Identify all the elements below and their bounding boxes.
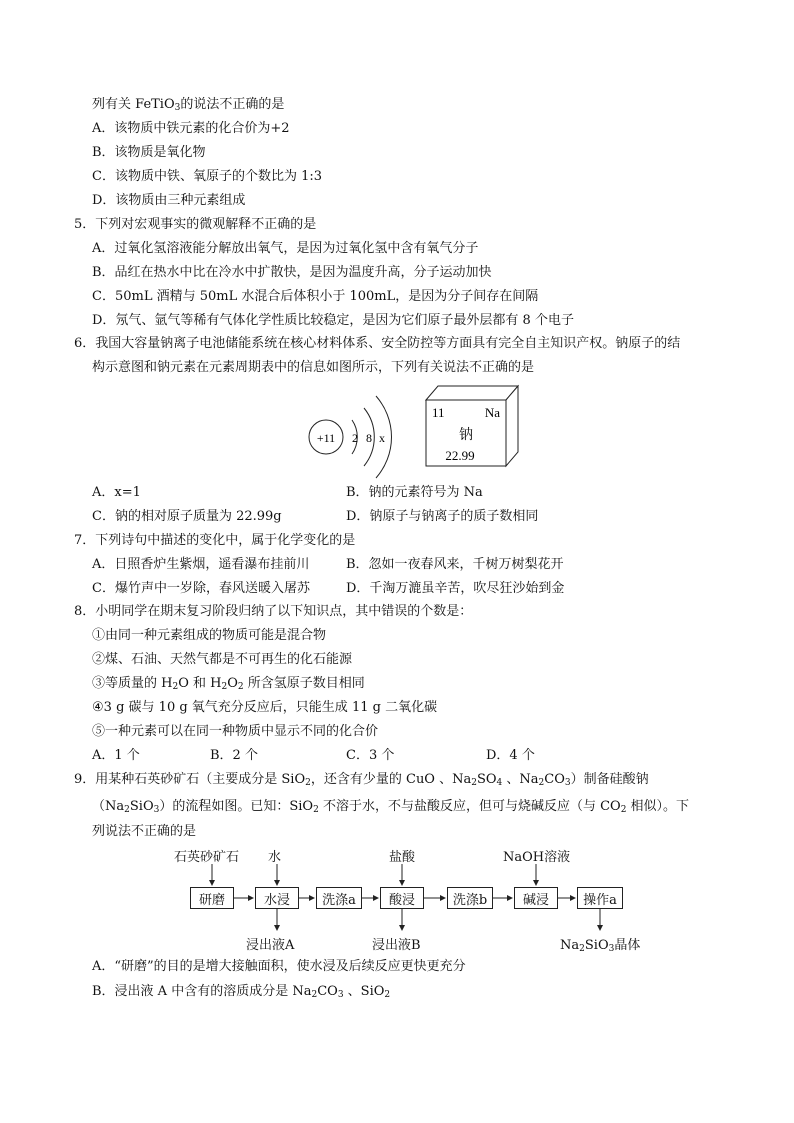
q9-stem-line3: 列说法不正确的是 (92, 824, 197, 839)
q8-item-3-part: ③等质量的 H (92, 676, 173, 691)
nucleus-charge: +11 (316, 431, 336, 445)
q8-item-3-part: 所含氢原子数目相同 (243, 676, 365, 691)
q7-stem: 7．下列诗句中描述的变化中，属于化学变化的是 (74, 533, 356, 548)
q8-option-d: D．4 个 (486, 748, 535, 763)
q9-option-b-sub: 2 (311, 990, 318, 1000)
step-alkali-leach: 碱浸 (514, 887, 558, 909)
q4-stem-pre: 列有关 FeTiO (92, 97, 175, 112)
crystal-text: 晶体 (614, 938, 641, 953)
q9-text: CO (544, 772, 565, 787)
step-wash-a: 洗涤a (316, 887, 362, 909)
q6-stem-line2: 构示意图和钠元素在元素周期表中的信息如图所示，下列有关说法不正确的是 (92, 360, 535, 375)
q8-item-4-part: g 二氧化碳 (368, 700, 438, 715)
q4-option-c: C．该物质中铁、氧原子的个数比为 1:3 (92, 169, 323, 184)
q9-option-b-part: B．浸出液 A 中含有的溶质成分是 Na (92, 984, 312, 999)
q4-stem-post: 的说法不正确的是 (180, 97, 285, 112)
input-quartz-ore: 石英砂矿石 (174, 850, 240, 865)
q8-item-5: ⑤一种元素可以在同一种物质中显示不同的化合价 (92, 724, 379, 739)
q9-option-b (92, 983, 390, 1001)
q8-item-3-sub: 2 (172, 682, 179, 692)
element-name: 钠 (459, 427, 473, 443)
q8-item-4-part: 3 (103, 700, 112, 715)
q9-sub: 2 (313, 805, 319, 815)
q4-option-a: A．该物质中铁元素的化合价为+2 (92, 121, 290, 136)
crystal-sub: 2 (579, 944, 585, 954)
q6-stem-line1: 6．我国大容量钠离子电池储能系统在核心材料体系、安全防控等方面具有完全自主知识产权。钠原子的结 (74, 336, 681, 351)
q9-sub: 2 (305, 778, 311, 788)
q9-sub: 2 (124, 805, 130, 815)
q9-text: 、Na (502, 772, 539, 787)
step-wash-b: 洗涤b (447, 887, 493, 909)
q8-item-4-part: ④ (92, 700, 104, 715)
q4-option-d: D．该物质由三种元素组成 (92, 193, 246, 208)
output-leachate-b: 浸出液B (372, 938, 421, 953)
q9-text: 不溶于水，不与盐酸反应，但可与烧碱反应（与 CO (318, 799, 621, 814)
q6-option-a: A．x=1 (92, 485, 141, 500)
q9-sub: 3 (564, 778, 571, 788)
q9-text: SiO (129, 799, 154, 814)
step-operation-a: 操作a (577, 887, 623, 909)
q6-option-d: D．钠原子与钠离子的质子数相同 (346, 509, 539, 524)
q9-text: （Na (92, 799, 125, 814)
output-leachate-a: 浸出液A (246, 938, 295, 953)
q8-item-3-sub: 2 (221, 682, 228, 692)
q9-sub: 4 (496, 778, 503, 788)
input-hydrochloric-acid: 盐酸 (389, 850, 416, 865)
q8-item-4-part: g 碳与 (111, 700, 159, 715)
shell-3-count: x (379, 431, 385, 445)
q5-option-c: C．50mL 酒精与 50mL 水混合后体积小于 100mL，是因为分子间存在间隔 (92, 289, 539, 304)
q7-option-a: A．日照香炉生紫烟，遥看瀑布挂前川 (92, 557, 310, 572)
crystal-text: Na (560, 938, 580, 953)
q9-option-b-part: CO (317, 984, 338, 999)
q8-stem: 8．小明同学在期末复习阶段归纳了以下知识点，其中错误的个数是： (74, 604, 473, 619)
step-water-leach: 水浸 (255, 887, 299, 909)
q9-text: ）的流程如图。已知：SiO (159, 799, 314, 814)
q6-option-c: C．钠的相对原子质量为 22.99g (92, 509, 282, 524)
q5-option-a: A．过氧化氢溶液能分解放出氧气，是因为过氧化氢中含有氧气分子 (92, 241, 479, 256)
q9-option-b-sub: 2 (384, 990, 391, 1000)
crystal-text: SiO (584, 938, 609, 953)
q8-item-3-part: O (227, 676, 238, 691)
q9-text: 相似）。下 (626, 799, 690, 814)
q5-option-d: D．氖气、氩气等稀有气体化学性质比较稳定，是因为它们原子最外层都有 8 个电子 (92, 313, 574, 328)
step-grinding: 研磨 (190, 887, 234, 909)
q8-option-b: B．2 个 (210, 748, 258, 763)
q8-item-4-part: 11 (351, 700, 369, 715)
element-symbol: Na (484, 405, 500, 420)
q4-option-b: B．该物质是氧化物 (92, 145, 206, 160)
q5-stem: 5．下列对宏观事实的微观解释不正确的是 (74, 217, 317, 232)
q7-option-c: C．爆竹声中一岁除，春风送暖入屠苏 (92, 581, 310, 596)
q9-sub: 2 (620, 805, 627, 815)
q8-item-4-part: 10 (158, 700, 176, 715)
shell-1-count: 2 (352, 431, 358, 445)
q8-item-3-part: O 和 H (178, 676, 222, 691)
atomic-number: 11 (432, 405, 445, 420)
q5-option-b: B．品红在热水中比在冷水中扩散快，是因为温度升高，分子运动加快 (92, 265, 492, 280)
q9-sub: 2 (538, 778, 545, 788)
q8-option-c: C．3 个 (346, 748, 395, 763)
q9-text: ）制备硅酸钠 (570, 772, 649, 787)
crystal-sub: 3 (608, 944, 615, 954)
step-acid-leach: 酸浸 (380, 887, 424, 909)
q9-sub: 3 (153, 805, 160, 815)
q9-option-a: A．“研磨”的目的是增大接触面积，使水浸及后续反应更快更充分 (92, 959, 466, 974)
shell-2-count: 8 (366, 431, 372, 445)
input-naoh-solution: NaOH溶液 (503, 850, 571, 865)
q8-item-4-part: g 氧气充分反应后，只能生成 (175, 700, 352, 715)
q9-text: ，还含有少量的 CuO 、Na (310, 772, 472, 787)
q6-option-b: B．钠的元素符号为 Na (346, 485, 483, 500)
q9-sub: 2 (471, 778, 477, 788)
input-water: 水 (268, 850, 282, 865)
atomic-mass: 22.99 (445, 448, 475, 463)
q9-text: SO (476, 772, 497, 787)
q8-item-2: ②煤、石油、天然气都是不可再生的化石能源 (92, 652, 353, 667)
q9-text: 9．用某种石英砂矿石（主要成分是 SiO (74, 772, 306, 787)
q9-option-b-part: 、SiO (343, 984, 385, 999)
q8-item-3-sub: 2 (237, 682, 244, 692)
q7-option-d: D．千淘万漉虽辛苦，吹尽狂沙始到金 (346, 581, 565, 596)
q8-item-1: ①由同一种元素组成的物质可能是混合物 (92, 628, 327, 643)
q4-stem-sub: 3 (174, 103, 181, 113)
q8-option-a: A．1 个 (92, 748, 140, 763)
q9-option-b-sub: 3 (337, 990, 344, 1000)
q7-option-b: B．忽如一夜春风来，千树万树梨花开 (346, 557, 564, 572)
